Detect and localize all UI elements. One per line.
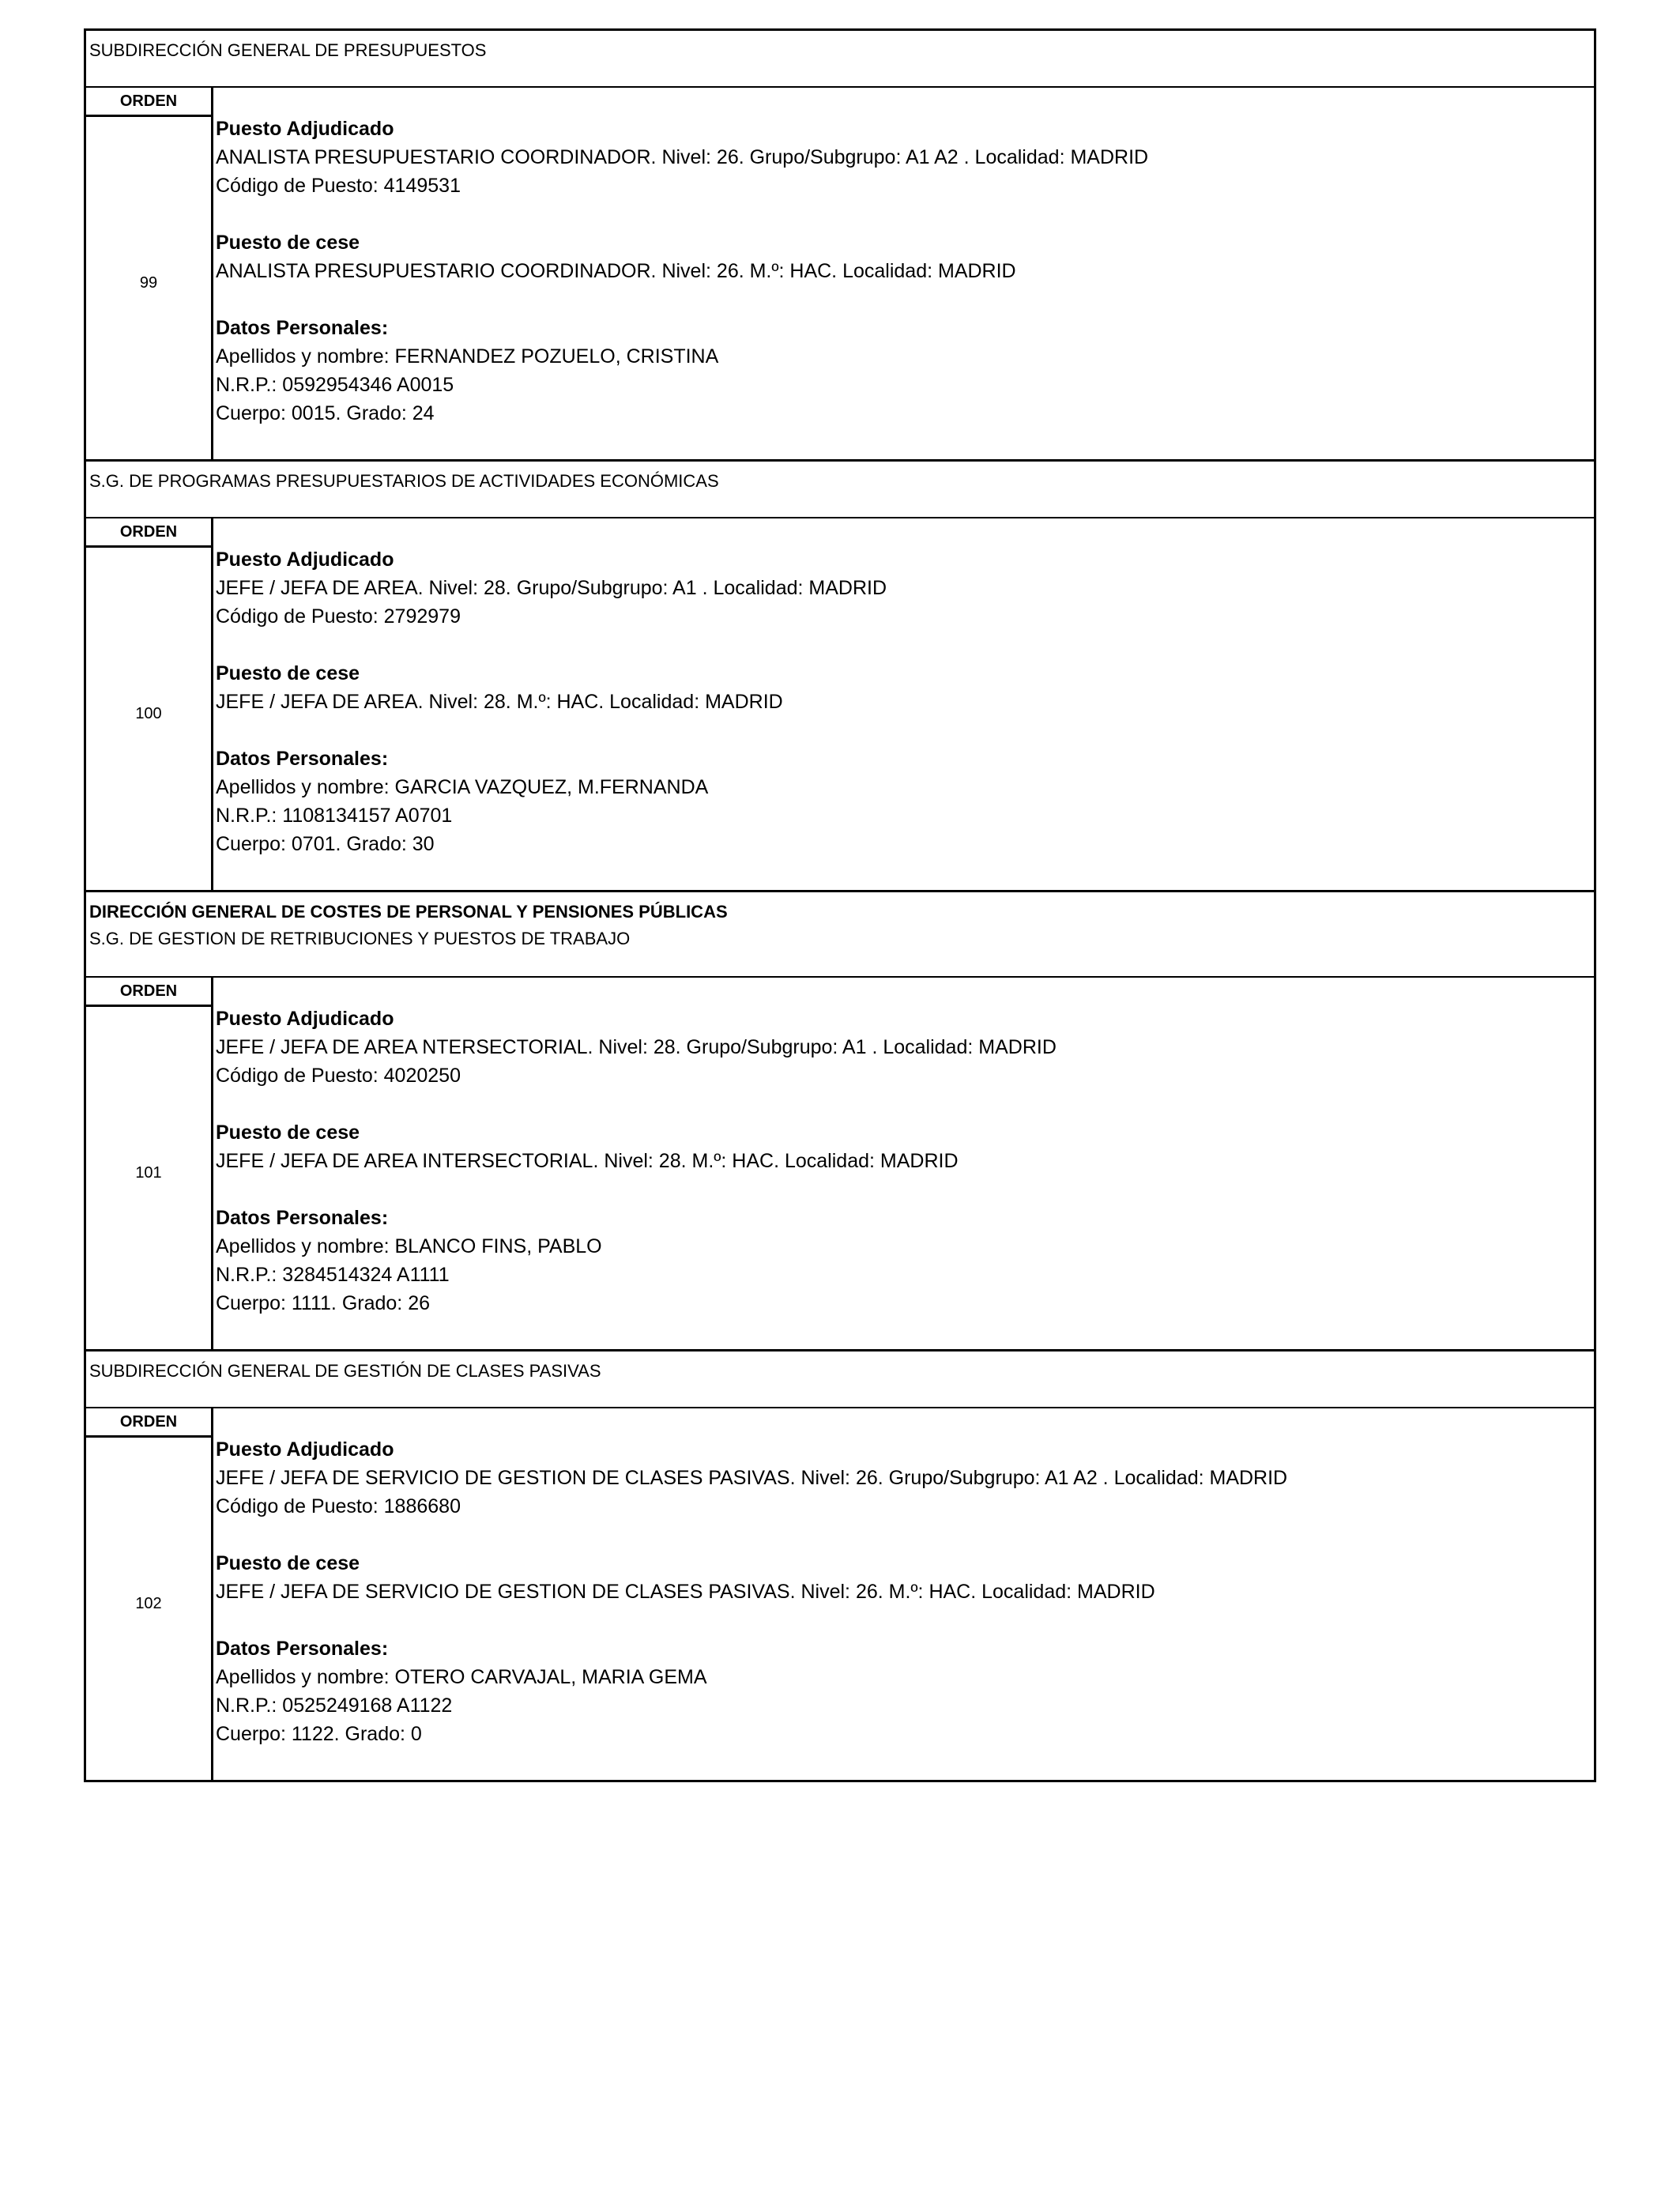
orden-column [86, 518, 213, 890]
adjudicado-title: Puesto Adjudicado [216, 1008, 394, 1030]
apellidos-nombre: Apellidos y nombre: FERNANDEZ POZUELO, CRISTINA [216, 345, 719, 368]
org-header [86, 31, 1594, 88]
adjudicado-title: Puesto Adjudicado [216, 1438, 394, 1461]
orden-number: 100 [135, 705, 162, 722]
org-unit-name: SUBDIRECCIÓN GENERAL DE GESTIÓN DE CLASES PASIVAS [89, 1361, 601, 1381]
personales-title: Datos Personales: [216, 748, 389, 770]
cese-description: JEFE / JEFA DE SERVICIO DE GESTION DE CLASES PASIVAS. Nivel: 26. M.º: HAC. Localidad: MADRID [216, 1581, 1155, 1603]
entry-details [216, 545, 1588, 858]
cuerpo-grado: Cuerpo: 0015. Grado: 24 [216, 402, 435, 424]
codigo-puesto: Código de Puesto: 4149531 [216, 175, 461, 197]
adjudicado-title: Puesto Adjudicado [216, 118, 394, 140]
table-section [86, 31, 1594, 462]
cuerpo-grado: Cuerpo: 1111. Grado: 26 [216, 1292, 431, 1314]
nrp: N.R.P.: 1108134157 A0701 [216, 805, 453, 827]
table-row [86, 978, 1594, 1349]
orden-number: 101 [135, 1164, 162, 1182]
table-row [86, 88, 1594, 459]
orden-column [86, 978, 213, 1349]
apellidos-nombre: Apellidos y nombre: GARCIA VAZQUEZ, M.FERNANDA [216, 776, 709, 798]
cese-title: Puesto de cese [216, 1552, 360, 1574]
orden-header: ORDEN [86, 1408, 211, 1438]
org-header [86, 892, 1594, 978]
cese-title: Puesto de cese [216, 1122, 360, 1144]
cese-title: Puesto de cese [216, 662, 360, 684]
apellidos-nombre: Apellidos y nombre: OTERO CARVAJAL, MARIA GEMA [216, 1666, 707, 1688]
personales-title: Datos Personales: [216, 317, 389, 339]
orden-column [86, 1408, 213, 1780]
table-section [86, 462, 1594, 892]
cuerpo-grado: Cuerpo: 1122. Grado: 0 [216, 1723, 422, 1745]
orden-number: 99 [139, 274, 158, 292]
orden-header: ORDEN [86, 88, 211, 117]
cese-description: JEFE / JEFA DE AREA INTERSECTORIAL. Nivel: 28. M.º: HAC. Localidad: MADRID [216, 1150, 959, 1172]
adjudicado-description: JEFE / JEFA DE SERVICIO DE GESTION DE CLASES PASIVAS. Nivel: 26. Grupo/Subgrupo: A1 A2 . Localidad: MADRID [216, 1467, 1288, 1489]
adjudicado-description: JEFE / JEFA DE AREA NTERSECTORIAL. Nivel: 28. Grupo/Subgrupo: A1 . Localidad: MADRID [216, 1036, 1057, 1058]
personales-title: Datos Personales: [216, 1207, 389, 1229]
nrp: N.R.P.: 3284514324 A1111 [216, 1264, 450, 1286]
org-header [86, 1351, 1594, 1408]
org-unit-name: S.G. DE GESTION DE RETRIBUCIONES Y PUESTOS DE TRABAJO [89, 929, 631, 948]
cese-title: Puesto de cese [216, 232, 360, 254]
orden-number: 102 [135, 1595, 162, 1612]
codigo-puesto: Código de Puesto: 4020250 [216, 1065, 461, 1087]
adjudicado-description: JEFE / JEFA DE AREA. Nivel: 28. Grupo/Subgrupo: A1 . Localidad: MADRID [216, 577, 887, 599]
table-section [86, 892, 1594, 1351]
adjudicado-title: Puesto Adjudicado [216, 548, 394, 571]
nrp: N.R.P.: 0592954346 A0015 [216, 374, 454, 396]
entry-details [216, 1435, 1588, 1748]
codigo-puesto: Código de Puesto: 2792979 [216, 605, 461, 628]
org-header [86, 462, 1594, 518]
entry-details [216, 115, 1588, 428]
resolution-table [84, 28, 1596, 1782]
codigo-puesto: Código de Puesto: 1886680 [216, 1495, 461, 1517]
directorate-name: DIRECCIÓN GENERAL DE COSTES DE PERSONAL Y PENSIONES PÚBLICAS [89, 902, 728, 922]
table-section [86, 1351, 1594, 1782]
orden-column [86, 88, 213, 459]
org-unit-name: SUBDIRECCIÓN GENERAL DE PRESUPUESTOS [89, 40, 487, 60]
entry-details [216, 1005, 1588, 1318]
table-row [86, 518, 1594, 890]
personales-title: Datos Personales: [216, 1638, 389, 1660]
orden-header: ORDEN [86, 978, 211, 1007]
cese-description: ANALISTA PRESUPUESTARIO COORDINADOR. Nivel: 26. M.º: HAC. Localidad: MADRID [216, 260, 1016, 282]
org-unit-name: S.G. DE PROGRAMAS PRESUPUESTARIOS DE ACTIVIDADES ECONÓMICAS [89, 471, 719, 491]
adjudicado-description: ANALISTA PRESUPUESTARIO COORDINADOR. Nivel: 26. Grupo/Subgrupo: A1 A2 . Localidad: MADRID [216, 146, 1149, 168]
cuerpo-grado: Cuerpo: 0701. Grado: 30 [216, 833, 435, 855]
apellidos-nombre: Apellidos y nombre: BLANCO FINS, PABLO [216, 1235, 602, 1257]
nrp: N.R.P.: 0525249168 A1122 [216, 1695, 453, 1717]
table-row [86, 1408, 1594, 1780]
orden-header: ORDEN [86, 518, 211, 548]
cese-description: JEFE / JEFA DE AREA. Nivel: 28. M.º: HAC. Localidad: MADRID [216, 691, 783, 713]
